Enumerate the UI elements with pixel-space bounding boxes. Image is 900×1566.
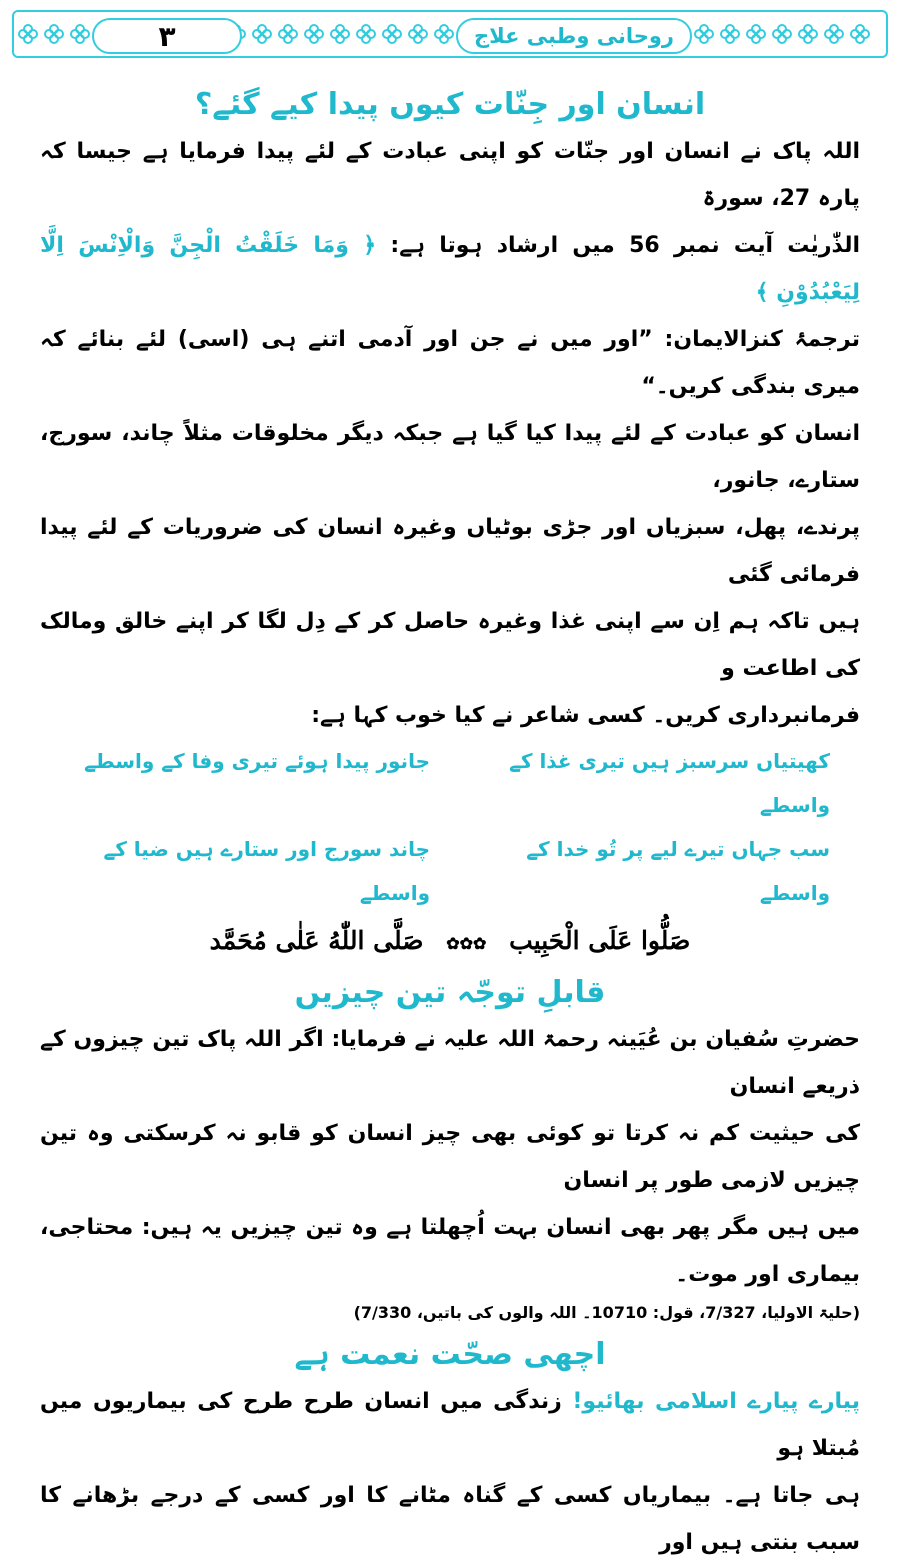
flower-petal-icon — [258, 25, 266, 33]
poem-line: سب جہاں تیرے لیے پر تُو خدا کے واسطے — [526, 837, 830, 905]
para-line: ہی جاتا ہے۔ بیماریاں کسی کے گناہ مٹانے کا اور کسی کے درجے بڑھانے کا سبب بنتی ہیں اور — [40, 1483, 860, 1555]
flower-petal-icon — [414, 25, 422, 33]
flower-petal-icon — [388, 25, 396, 33]
poem-line: جانور پیدا ہوئے تیری وفا کے واسطے — [84, 749, 430, 773]
flower-petal-icon — [778, 25, 786, 33]
para-line: ہیں تاکہ ہم اِن سے اپنی غذا وغیرہ حاصل کر کے دِل لگا کر اپنے خالق ومالک کی اطاعت و — [40, 609, 860, 681]
heading-why-created: انسان اور جِنّات کیوں پیدا کیے گئے؟ — [194, 87, 706, 122]
flower-petal-icon — [50, 25, 58, 33]
poem-line: کھیتیاں سرسبز ہیں تیری غذا کے واسطے — [509, 749, 830, 817]
flower-petal-icon — [336, 25, 344, 33]
quran-verse: ﴿ وَمَا خَلَقْتُ الْجِنَّ وَالْاِنْسَ اِلَّا لِیَعْبُدُوْنِ ﴾ — [40, 233, 860, 305]
para-line: اللہ پاک نے انسان اور جنّات کو اپنی عبادت کے لئے پیدا فرمایا ہے جیسا کہ پارہ 27، سورۃ — [40, 139, 860, 211]
flower-petal-icon — [24, 25, 32, 33]
poem — [40, 739, 860, 915]
para-line: حضرتِ سُفیان بن عُیَینہ رحمۃ اللہ علیہ نے فرمایا: اگر اللہ پاک تین چیزوں کے ذریعے انسان — [40, 1027, 860, 1099]
para-line — [40, 1378, 860, 1472]
heading-three-things: قابلِ توجّہ تین چیزیں — [294, 975, 606, 1010]
flower-stars-icon: ✿✿✿ — [446, 934, 487, 953]
book-title: روحانی وطبی علاج — [456, 18, 692, 54]
flower-petal-icon — [284, 25, 292, 33]
flower-petal-icon — [700, 25, 708, 33]
page-content — [40, 82, 860, 1566]
flower-petal-icon — [856, 25, 864, 33]
heading-good-health: اچھی صحّت نعمت ہے — [294, 1337, 606, 1372]
para-line — [40, 222, 860, 316]
para-line: پرندے، پھل، سبزیاں اور جڑی بوٹیاں وغیرہ انسان کی ضروریات کے لئے پیدا فرمائی گئی — [40, 515, 860, 587]
flower-petal-icon — [726, 25, 734, 33]
flower-petal-icon — [310, 25, 318, 33]
translation-line: ترجمۂ کنزالایمان: ”اور میں نے جن اور آدمی اتنے ہی (اسی) لئے بنائے کہ میری بندگی کریں۔“ — [40, 327, 860, 399]
page-number: ۳ — [92, 18, 242, 54]
address-highlight: پیارے پیارے اسلامی بھائیو! — [572, 1389, 861, 1414]
para-text: زندگی میں انسان طرح طرح کی بیماریوں میں مُبتلا ہو — [40, 1389, 860, 1461]
para-line: فرمانبرداری کریں۔ کسی شاعر نے کیا خوب کہا ہے: — [311, 703, 860, 728]
page-header — [0, 0, 900, 70]
salawat-text-b: صَلَّى اللّٰهُ عَلٰى مُحَمَّد — [209, 926, 424, 955]
flower-petal-icon — [440, 25, 448, 33]
para-line: میں ہیں مگر پھر بھی انسان بہت اُچھلتا ہے وہ تین چیزیں یہ ہیں: محتاجی، بیماری اور موت۔ — [40, 1215, 860, 1287]
para-line: انسان کو عبادت کے لئے پیدا کیا گیا ہے جبکہ دیگر مخلوقات مثلاً چاند، سورج، ستارے، جانور، — [40, 421, 860, 493]
flower-petal-icon — [804, 25, 812, 33]
reference: (حلیۃ الاولیا، 7/327، قول: 10710۔ اللہ والوں کی باتیں، 7/330) — [353, 1303, 860, 1322]
flower-petal-icon — [76, 25, 84, 33]
salawat-line — [40, 915, 860, 970]
salawat-text-a: صَلُّوا عَلَى الْحَبِیب — [509, 926, 691, 955]
flower-petal-icon — [752, 25, 760, 33]
poem-line: چاند سورج اور ستارے ہیں ضیا کے واسطے — [103, 837, 430, 905]
para-line: کی حیثیت کم نہ کرتا تو کوئی بھی چیز انسان کو قابو نہ کرسکتی وہ تین چیزیں لازمی طور پر انسان — [40, 1121, 860, 1193]
flower-petal-icon — [362, 25, 370, 33]
para-text: الذّٰریٰت آیت نمبر 56 میں ارشاد ہوتا ہے: — [390, 233, 860, 258]
flower-petal-icon — [830, 25, 838, 33]
